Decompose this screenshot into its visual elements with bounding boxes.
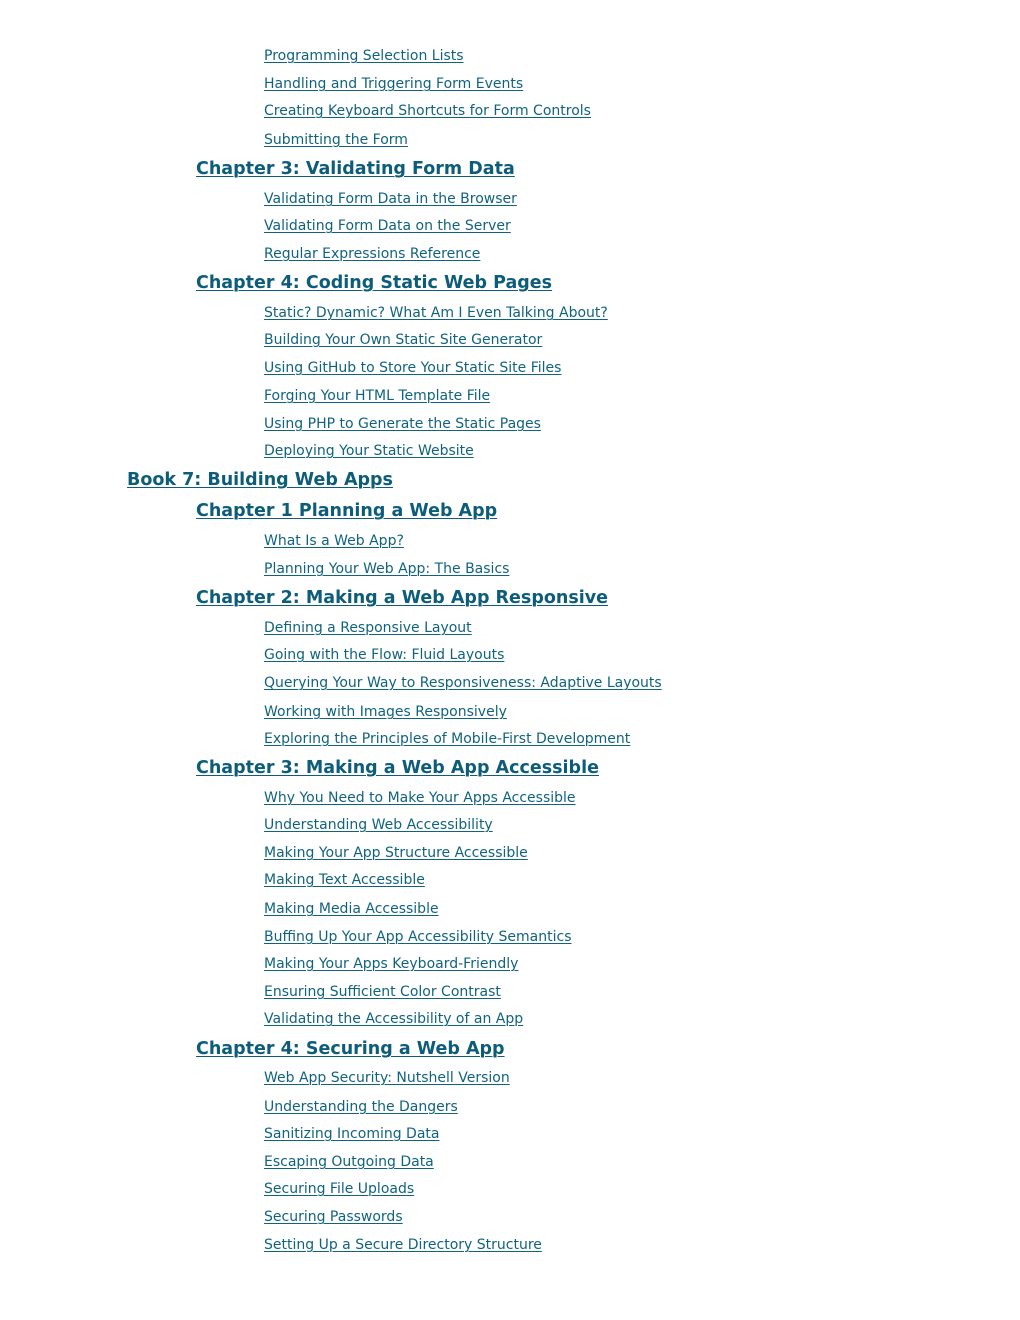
toc-book-book-7-building-web-apps[interactable]: Book 7: Building Web Apps (127, 470, 393, 490)
toc-chapter-chapter-4-coding-static-web-pages[interactable]: Chapter 4: Coding Static Web Pages (196, 273, 553, 293)
toc-section-planning-your-web-app-the-basics[interactable]: Planning Your Web App: The Basics (264, 561, 510, 577)
toc-section-static-dynamic-what-am-i-even-talking-about[interactable]: Static? Dynamic? What Am I Even Talking About? (264, 305, 608, 321)
toc-section-making-text-accessible[interactable]: Making Text Accessible (264, 872, 425, 888)
toc-section-creating-keyboard-shortcuts-for-form-controls[interactable]: Creating Keyboard Shortcuts for Form Controls (264, 103, 591, 119)
toc-section-validating-the-accessibility-of-an-app[interactable]: Validating the Accessibility of an App (264, 1011, 524, 1027)
toc-section-using-github-to-store-your-static-site-files[interactable]: Using GitHub to Store Your Static Site Files (264, 360, 562, 376)
toc-section-ensuring-sufficient-color-contrast[interactable]: Ensuring Sufficient Color Contrast (264, 984, 501, 1000)
toc-section-validating-form-data-on-the-server[interactable]: Validating Form Data on the Server (264, 218, 511, 234)
toc-section-deploying-your-static-website[interactable]: Deploying Your Static Website (264, 443, 474, 459)
toc-section-making-your-app-structure-accessible[interactable]: Making Your App Structure Accessible (264, 845, 528, 861)
toc-section-web-app-security-nutshell-version[interactable]: Web App Security: Nutshell Version (264, 1070, 510, 1086)
toc-section-defining-a-responsive-layout[interactable]: Defining a Responsive Layout (264, 620, 472, 636)
toc-section-understanding-the-dangers[interactable]: Understanding the Dangers (264, 1099, 458, 1115)
toc-section-securing-file-uploads[interactable]: Securing File Uploads (264, 1181, 415, 1197)
toc-chapter-chapter-4-securing-a-web-app[interactable]: Chapter 4: Securing a Web App (196, 1039, 505, 1059)
toc-section-using-php-to-generate-the-static-pages[interactable]: Using PHP to Generate the Static Pages (264, 416, 541, 432)
toc-section-what-is-a-web-app[interactable]: What Is a Web App? (264, 533, 404, 549)
toc-chapter-chapter-1-planning-a-web-app[interactable]: Chapter 1 Planning a Web App (196, 501, 498, 521)
toc-section-querying-your-way-to-responsiveness-adaptive-layouts[interactable]: Querying Your Way to Responsiveness: Adaptive Layouts (264, 675, 662, 691)
toc-section-securing-passwords[interactable]: Securing Passwords (264, 1209, 403, 1225)
toc-section-escaping-outgoing-data[interactable]: Escaping Outgoing Data (264, 1154, 434, 1170)
toc-section-going-with-the-flow-fluid-layouts[interactable]: Going with the Flow: Fluid Layouts (264, 647, 505, 663)
toc-section-forging-your-html-template-file[interactable]: Forging Your HTML Template File (264, 388, 491, 404)
toc-section-handling-and-triggering-form-events[interactable]: Handling and Triggering Form Events (264, 76, 524, 92)
toc-section-building-your-own-static-site-generator[interactable]: Building Your Own Static Site Generator (264, 332, 543, 348)
toc-section-validating-form-data-in-the-browser[interactable]: Validating Form Data in the Browser (264, 191, 517, 207)
toc-section-sanitizing-incoming-data[interactable]: Sanitizing Incoming Data (264, 1126, 440, 1142)
toc-chapter-chapter-2-making-a-web-app-responsive[interactable]: Chapter 2: Making a Web App Responsive (196, 588, 609, 608)
toc-section-why-you-need-to-make-your-apps-accessible[interactable]: Why You Need to Make Your Apps Accessible (264, 790, 576, 806)
toc-chapter-chapter-3-validating-form-data[interactable]: Chapter 3: Validating Form Data (196, 159, 515, 179)
toc-section-working-with-images-responsively[interactable]: Working with Images Responsively (264, 704, 507, 720)
toc-chapter-chapter-3-making-a-web-app-accessible[interactable]: Chapter 3: Making a Web App Accessible (196, 758, 599, 778)
toc-section-making-media-accessible[interactable]: Making Media Accessible (264, 901, 439, 917)
toc-section-submitting-the-form[interactable]: Submitting the Form (264, 132, 408, 148)
toc-section-programming-selection-lists[interactable]: Programming Selection Lists (264, 48, 464, 64)
toc-section-regular-expressions-reference[interactable]: Regular Expressions Reference (264, 246, 481, 262)
toc-section-making-your-apps-keyboard-friendly[interactable]: Making Your Apps Keyboard-Friendly (264, 956, 519, 972)
toc-section-setting-up-a-secure-directory-structure[interactable]: Setting Up a Secure Directory Structure (264, 1237, 542, 1253)
toc-section-exploring-the-principles-of-mobile-first-development[interactable]: Exploring the Principles of Mobile-First Development (264, 731, 631, 747)
toc-section-understanding-web-accessibility[interactable]: Understanding Web Accessibility (264, 817, 493, 833)
toc-section-buffing-up-your-app-accessibility-semantics[interactable]: Buffing Up Your App Accessibility Semantics (264, 929, 572, 945)
